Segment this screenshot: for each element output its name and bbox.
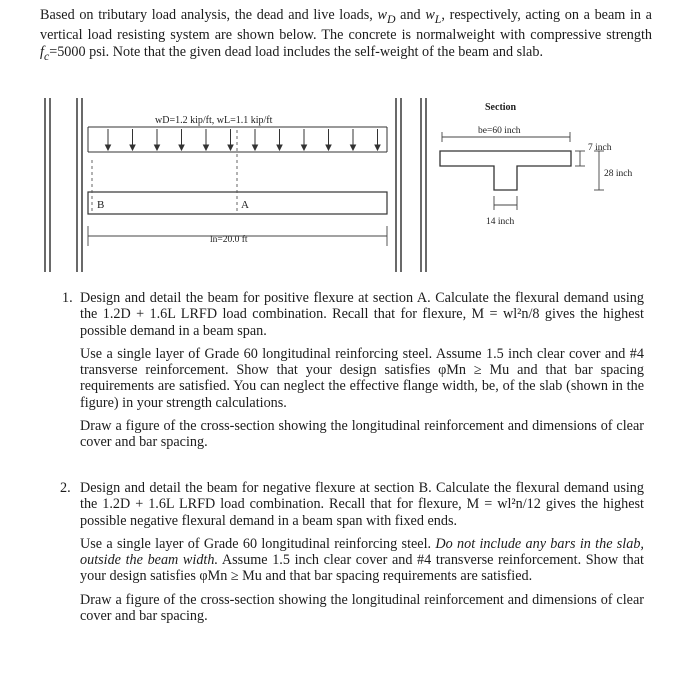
fc-symbol: f bbox=[40, 43, 44, 60]
wl-subscript: L bbox=[434, 11, 442, 26]
depth-dimension bbox=[594, 151, 604, 190]
span-label: ln=20.0 ft bbox=[210, 235, 248, 245]
depth-label: 28 inch bbox=[604, 169, 633, 179]
question-1-part-1: Design and detail the beam for positive flexure at section A. Calculate the flexural demand using the 1.2D + 1.6L LRFD load combination. Recall that for flexure, M = wl²n/8 gives the highest possible demand in a beam span. bbox=[80, 290, 644, 339]
section-title: Section bbox=[485, 102, 517, 113]
question-2 bbox=[62, 480, 644, 631]
point-a-label: A bbox=[241, 199, 249, 211]
load-arrow-head bbox=[106, 145, 111, 150]
flange-label: 7 inch bbox=[588, 143, 612, 153]
load-arrow-head bbox=[155, 145, 160, 150]
load-arrow-head bbox=[351, 145, 356, 150]
load-label: wD=1.2 kip/ft, wL=1.1 kip/ft bbox=[155, 115, 273, 126]
wl-symbol: w bbox=[425, 7, 435, 23]
web-dimension bbox=[494, 196, 517, 210]
wd-subscript: D bbox=[386, 11, 396, 26]
question-1-part-3: Draw a figure of the cross-section showing the longitudinal reinforcement and dimensions of clear cover and bar spacing. bbox=[80, 418, 644, 451]
wd-symbol: w bbox=[377, 7, 387, 23]
intro-text-b: and bbox=[395, 7, 426, 23]
load-arrow-head bbox=[277, 145, 282, 150]
t-section bbox=[440, 151, 571, 190]
intro-text-d: =5000 psi. Note that the given dead load includes the self-weight of the beam and slab. bbox=[49, 43, 543, 60]
web-label: 14 inch bbox=[486, 217, 515, 227]
intro-text-c: , respectively, acting on a beam in a vertical load resisting system are shown below. The concrete is normalweight with compressive strength bbox=[40, 7, 652, 44]
question-2-part-2 bbox=[80, 536, 644, 585]
question-2-part-2a: Use a single layer of Grade 60 longitudinal reinforcing steel. bbox=[80, 535, 436, 552]
question-2-part-1: Design and detail the beam for negative flexure at section B. Calculate the flexural demand using the 1.2D + 1.6L LRFD load combination. Recall that for flexure, M = wl²n/12 gives the highest possible negative flexural demand in a beam span with fixed ends. bbox=[80, 480, 644, 529]
question-1 bbox=[62, 290, 644, 458]
question-1-number: 1. bbox=[62, 290, 73, 306]
fc-subscript: c bbox=[43, 48, 50, 63]
question-2-part-3: Draw a figure of the cross-section showing the longitudinal reinforcement and dimensions of clear cover and bar spacing. bbox=[80, 591, 644, 625]
beam bbox=[88, 192, 387, 214]
question-2-part-2b: Do not include any bars in the slab, outside the beam width. bbox=[80, 535, 644, 569]
load-arrow-head bbox=[130, 145, 135, 150]
load-arrow-head bbox=[326, 145, 331, 150]
be-label: be=60 inch bbox=[478, 126, 521, 136]
intro-text-a: Based on tributary load analysis, the dead and live loads, bbox=[40, 7, 378, 23]
point-b-label: B bbox=[97, 199, 105, 211]
load-arrow-head bbox=[302, 145, 307, 150]
load-arrows bbox=[106, 129, 381, 150]
load-arrow-head bbox=[253, 145, 258, 150]
structural-figure bbox=[0, 0, 700, 290]
question-1-part-2: Use a single layer of Grade 60 longitudinal reinforcing steel. Assume 1.5 inch clear cover and #4 transverse reinforcement. Show that your design satisfies φMn ≥ Mu and that bar spacing requirements are satisfied. You can neglect the effective flange width, be, of the slab (shown in the figure) in your strength calculations. bbox=[80, 345, 644, 411]
load-arrow-head bbox=[375, 145, 380, 150]
load-arrow-head bbox=[179, 145, 184, 150]
section-cut-lines bbox=[92, 130, 237, 212]
load-arrow-head bbox=[228, 145, 233, 150]
load-arrow-head bbox=[204, 145, 209, 150]
question-2-number: 2. bbox=[60, 480, 71, 496]
question-2-part-2c: Assume 1.5 inch clear cover and #4 transverse reinforcement. Show that your design satisfies φMn ≥ Mu and that bar spacing requirements are satisfied. bbox=[80, 552, 644, 585]
flange-dimension bbox=[575, 151, 585, 166]
